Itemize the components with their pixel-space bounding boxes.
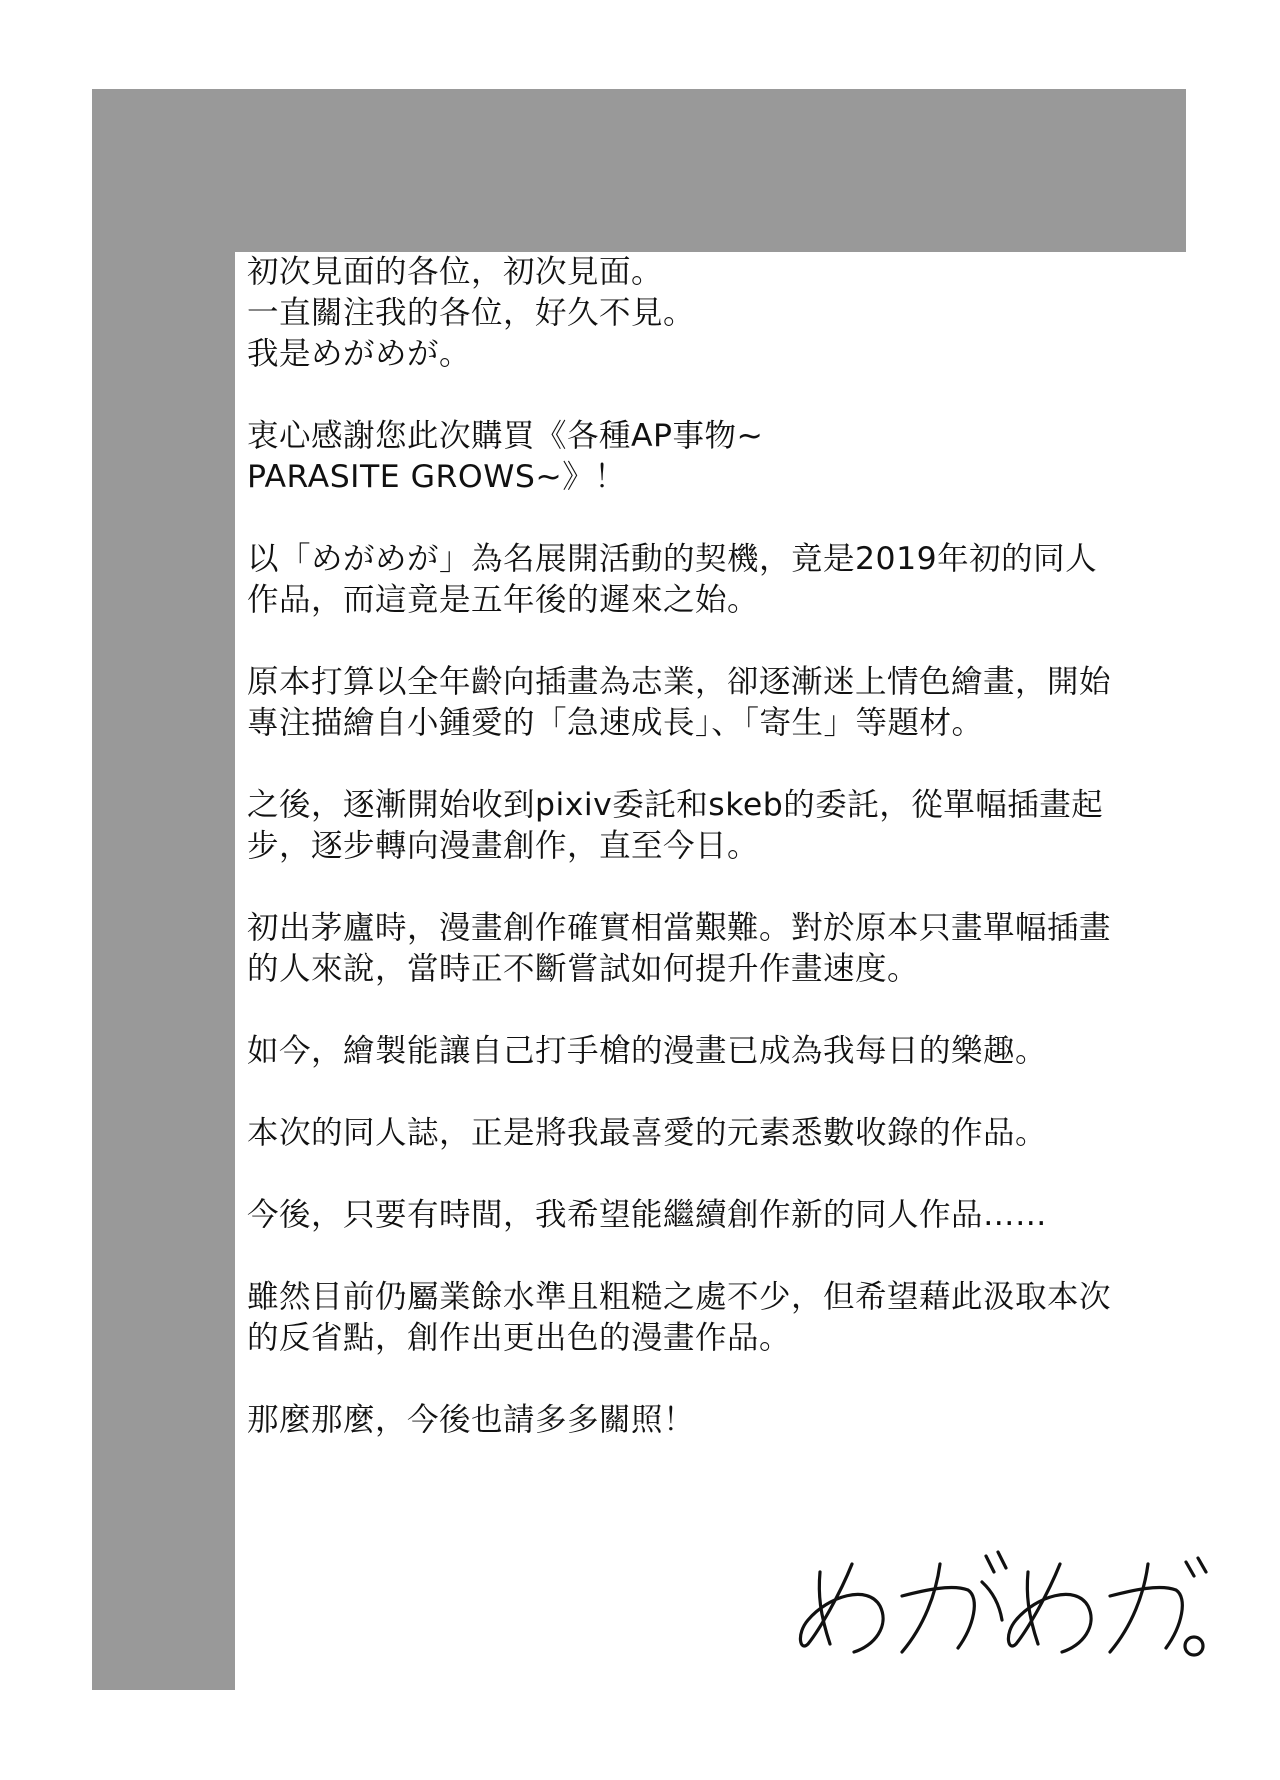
paragraph-thanks	[247, 416, 1222, 498]
letter-line: 的人來說，當時正不斷嘗試如何提升作畫速度。	[247, 951, 920, 987]
letter-line: 原本打算以全年齡向插畫為志業，卻逐漸迷上情色繪畫，開始	[247, 664, 1112, 700]
paragraph-greeting	[247, 252, 1222, 375]
paragraph-this-work	[247, 1113, 1222, 1154]
paragraph-commissions	[247, 785, 1222, 867]
letter-line: 作品，而這竟是五年後的遲來之始。	[247, 582, 760, 618]
letter-line: 雖然目前仍屬業餘水準且粗糙之處不少，但希望藉此汲取本次	[247, 1279, 1112, 1315]
paragraph-beginnings	[247, 908, 1222, 990]
letter-line: 的反省點，創作出更出色的漫畫作品。	[247, 1320, 792, 1356]
paragraph-improvement	[247, 1277, 1222, 1359]
letter-line: PARASITE GROWS~》！	[247, 459, 627, 495]
paragraph-future	[247, 1195, 1222, 1236]
paragraph-origin	[247, 539, 1222, 621]
letter-line: 專注描繪自小鍾愛的「急速成長」、「寄生」等題材。	[247, 705, 984, 741]
letter-line: 以「めがめが」為名展開活動的契機，竟是2019年初的同人	[247, 541, 1098, 577]
paragraph-joy	[247, 1031, 1222, 1072]
paragraph-themes	[247, 662, 1222, 744]
letter-line: 那麼那麼，今後也請多多關照！	[247, 1402, 696, 1438]
letter-line: 之後，逐漸開始收到pixiv委託和skeb的委託，從單幅插畫起	[247, 787, 1104, 823]
afterword-letter	[247, 252, 1222, 1482]
letter-line: 今後，只要有時間，我希望能繼續創作新的同人作品……	[247, 1197, 1048, 1233]
letter-line: 如今，繪製能讓自己打手槍的漫畫已成為我每日的樂趣。	[247, 1033, 1048, 1069]
page-frame	[92, 89, 1186, 1690]
letter-line: 衷心感謝您此次購買《各種AP事物~	[247, 418, 764, 454]
letter-line: 初次見面的各位，初次見面。	[247, 254, 664, 290]
paragraph-closing	[247, 1400, 1222, 1441]
handwritten-signature	[790, 1534, 1215, 1662]
letter-line: 本次的同人誌，正是將我最喜愛的元素悉數收錄的作品。	[247, 1115, 1048, 1151]
letter-paper	[235, 252, 1227, 1705]
letter-line: 步，逐步轉向漫畫創作，直至今日。	[247, 828, 760, 864]
letter-line: 我是めがめが。	[247, 336, 472, 372]
letter-line: 一直關注我的各位，好久不見。	[247, 295, 696, 331]
letter-line: 初出茅廬時，漫畫創作確實相當艱難。對於原本只畫單幅插畫	[247, 910, 1112, 946]
